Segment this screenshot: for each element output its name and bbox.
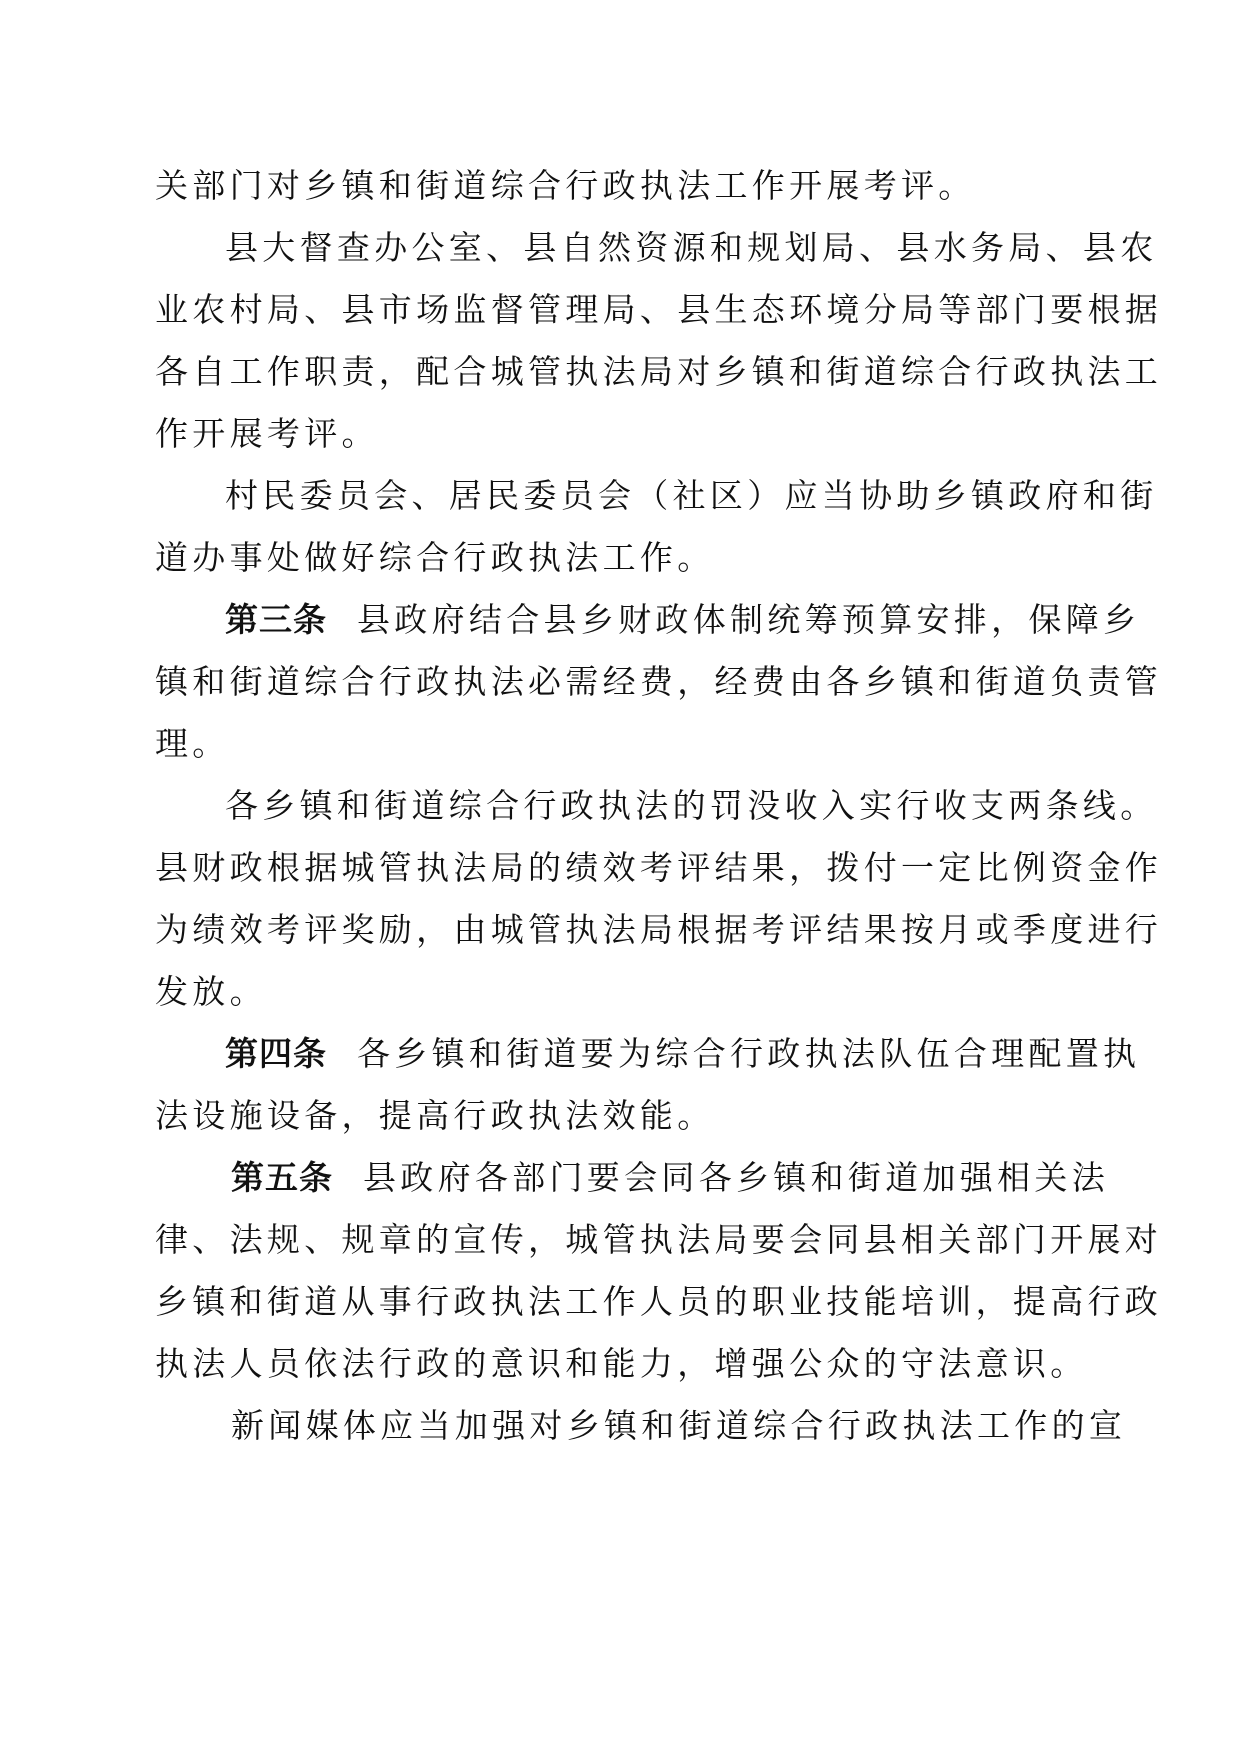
- text-line: 乡镇和街道从事行政执法工作人员的职业技能培训，提高行政: [155, 1282, 1163, 1321]
- text-line: 县政府结合县乡财政体制统筹预算安排，保障乡: [357, 600, 1141, 639]
- article-label: 第三条: [225, 600, 327, 639]
- text-line: 发放。: [155, 972, 267, 1011]
- text-line: 律、法规、规章的宣传，城管执法局要会同县相关部门开展对: [155, 1220, 1163, 1259]
- article-label: 第五条: [231, 1158, 333, 1197]
- text-line: 作开展考评。: [155, 414, 379, 453]
- text-line: 县大督查办公室、县自然资源和规划局、县水务局、县农: [225, 228, 1158, 267]
- text-line: 村民委员会、居民委员会（社区）应当协助乡镇政府和街: [225, 476, 1158, 515]
- text-line: 新闻媒体应当加强对乡镇和街道综合行政执法工作的宣: [231, 1406, 1127, 1445]
- text-line: 法设施设备，提高行政执法效能。: [155, 1096, 715, 1135]
- article-3-line: [225, 598, 1141, 642]
- text-line: 为绩效考评奖励，由城管执法局根据考评结果按月或季度进行: [155, 910, 1163, 949]
- text-line: 业农村局、县市场监督管理局、县生态环境分局等部门要根据: [155, 290, 1163, 329]
- text-line: 关部门对乡镇和街道综合行政执法工作开展考评。: [155, 166, 976, 205]
- text-line: 县政府各部门要会同各乡镇和街道加强相关法: [363, 1158, 1109, 1197]
- text-line: 各乡镇和街道综合行政执法的罚没收入实行收支两条线。: [225, 786, 1158, 825]
- text-line: 各自工作职责，配合城管执法局对乡镇和街道综合行政执法工: [155, 352, 1163, 391]
- text-line: 理。: [155, 724, 230, 763]
- article-4-line: [225, 1032, 1141, 1076]
- text-line: 各乡镇和街道要为综合行政执法队伍合理配置执: [357, 1034, 1141, 1073]
- text-line: 镇和街道综合行政执法必需经费，经费由各乡镇和街道负责管: [155, 662, 1163, 701]
- article-label: 第四条: [225, 1034, 327, 1073]
- text-line: 道办事处做好综合行政执法工作。: [155, 538, 715, 577]
- text-line: 县财政根据城管执法局的绩效考评结果，拨付一定比例资金作: [155, 848, 1163, 887]
- article-5-line: [231, 1156, 1109, 1200]
- text-line: 执法人员依法行政的意识和能力，增强公众的守法意识。: [155, 1344, 1088, 1383]
